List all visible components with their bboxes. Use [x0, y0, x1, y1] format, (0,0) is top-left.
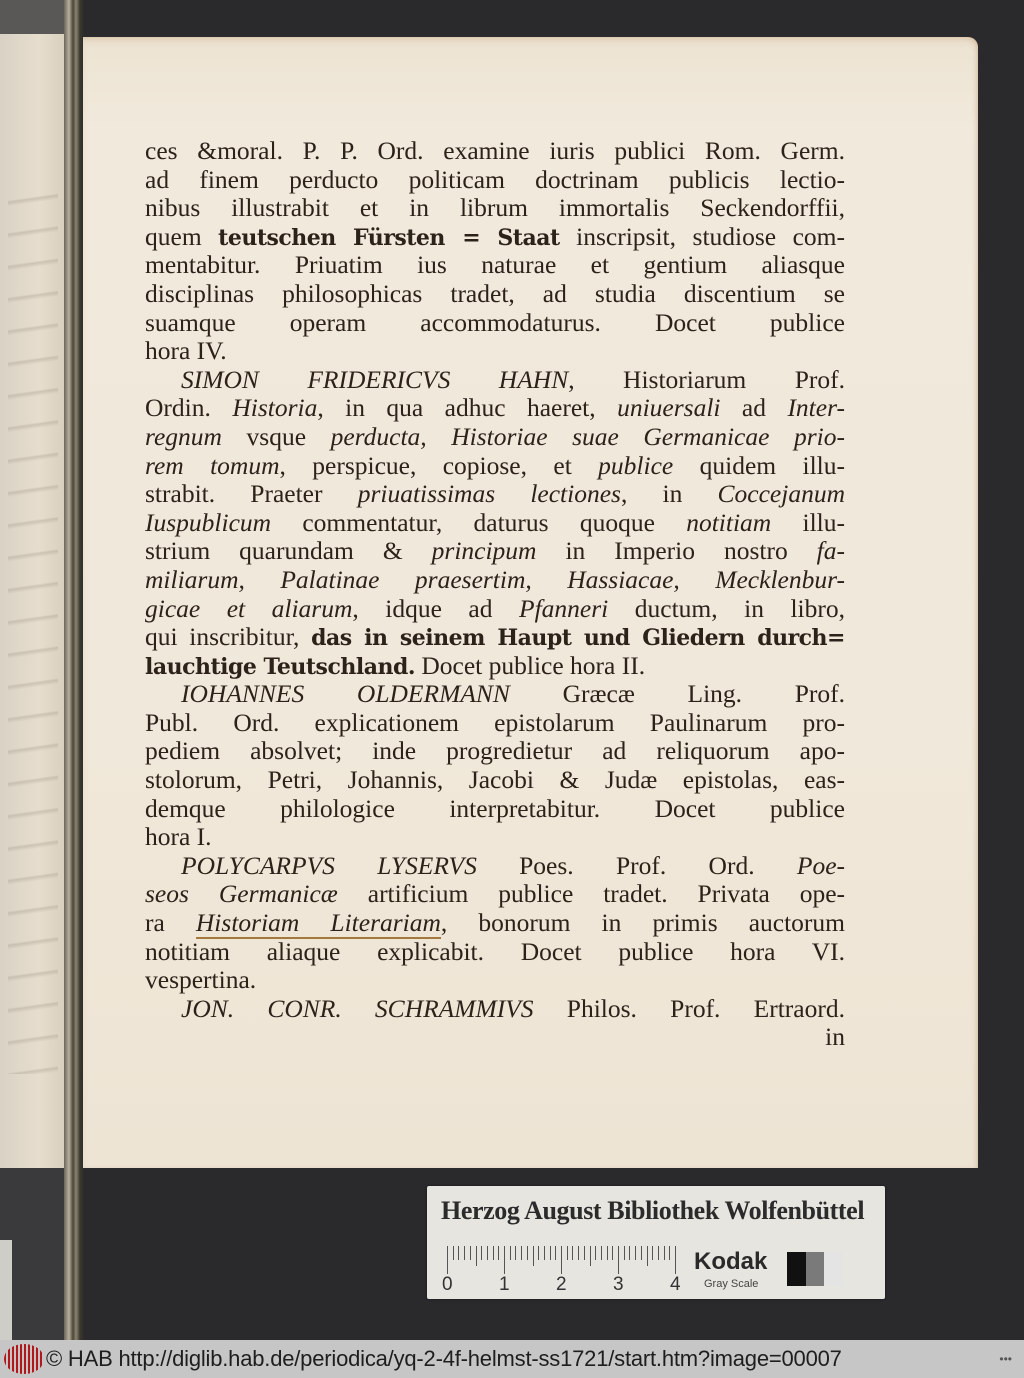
copyright-url[interactable]: © HAB http://diglib.hab.de/periodica/yq-2-4f-helmst-ss1721/start.htm?image=00007 — [46, 1346, 842, 1371]
text-segment: regnum — [145, 421, 222, 451]
ruler-tick — [652, 1246, 653, 1260]
text-segment: , idque ad — [352, 593, 519, 623]
ruler-tick — [515, 1246, 516, 1260]
text-line — [145, 938, 845, 967]
ruler-tick — [493, 1246, 494, 1260]
text-segment: strabit. Praeter — [145, 479, 358, 509]
kodak-brand: Kodak — [694, 1248, 768, 1275]
text-segment: Græcæ Ling. Prof. — [509, 679, 845, 709]
ruler-tick — [481, 1246, 482, 1260]
previous-page-paper-edge — [0, 1240, 12, 1340]
text-segment: ra — [145, 908, 196, 938]
text-segment: Ordin. — [145, 393, 233, 423]
text-line — [145, 795, 845, 824]
text-line — [145, 652, 845, 681]
text-segment: priuatissimas lectiones — [357, 479, 621, 509]
text-segment: notitiam — [686, 507, 772, 537]
ruler-tick — [584, 1246, 585, 1260]
text-segment: hora IV. — [145, 336, 227, 366]
ruler-tick — [504, 1246, 505, 1274]
text-segment: ad — [720, 393, 788, 423]
text-segment: Poes. Prof. Ord. — [476, 850, 797, 880]
ruler-tick — [470, 1246, 471, 1260]
text-segment: publice — [598, 450, 674, 480]
ruler-tick — [635, 1246, 636, 1260]
text-segment: , Historiarum Prof. — [568, 364, 845, 394]
ruler-number: 3 — [613, 1274, 624, 1295]
ruler-tick — [464, 1246, 465, 1260]
text-segment: ad finem perducto politicam doctrinam publicis lectio- — [145, 164, 845, 194]
text-segment: quem — [145, 221, 219, 251]
text-segment: POLYCARPVS LYSERVS — [181, 850, 477, 880]
text-segment: pediem absolvet; inde progredietur ad reliquorum apo- — [145, 736, 845, 766]
text-segment: Docet publice hora II. — [414, 650, 646, 680]
text-segment: perducta, Historiae suae Germanicae prio- — [330, 421, 845, 451]
ruler-tick — [538, 1246, 539, 1260]
text-segment: commentatur, daturus quoque — [271, 507, 687, 537]
text-segment: inscripsit, studiose com- — [559, 221, 846, 251]
text-line — [145, 223, 845, 252]
text-line — [145, 309, 845, 338]
text-segment: fa- — [816, 536, 845, 566]
text-line — [145, 137, 845, 166]
text-line — [145, 880, 845, 909]
ruler-tick — [550, 1246, 551, 1260]
text-line — [145, 595, 845, 624]
gray-patch — [787, 1252, 806, 1286]
text-segment: Coccejanum — [717, 479, 845, 509]
text-segment: Inter- — [787, 393, 845, 423]
ruler-tick — [607, 1246, 608, 1260]
text-line — [145, 480, 845, 509]
text-segment: notitiam aliaque explicabit. Docet publice hora VI. — [145, 936, 845, 966]
text-segment: Publ. Ord. explicationem epistolarum Paulinarum pro- — [145, 707, 845, 737]
text-line — [145, 251, 845, 280]
gray-scale-caption: Gray Scale — [704, 1278, 759, 1290]
text-segment: mentabitur. Priuatim ius naturae et gentium aliasque — [145, 250, 845, 280]
text-segment: ces &moral. P. P. Ord. examine iuris publici Rom. Germ. — [145, 136, 845, 165]
ruler-tick — [561, 1246, 562, 1274]
hab-logo-icon — [4, 1344, 44, 1374]
text-segment: Poe- — [796, 850, 846, 880]
text-segment: in — [825, 1022, 845, 1052]
text-segment: gicae et aliarum — [145, 593, 353, 623]
ruler-tick — [453, 1246, 454, 1260]
ruler-tick — [578, 1246, 579, 1260]
text-line — [145, 537, 845, 566]
ruler-tick — [567, 1246, 568, 1260]
text-segment: qui inscribitur, — [145, 622, 312, 652]
text-line — [145, 366, 845, 395]
document-page — [83, 37, 978, 1168]
text-line — [145, 623, 845, 652]
ruler-tick — [476, 1246, 477, 1266]
text-segment: IOHANNES OLDERMANN — [181, 679, 510, 709]
ruler-tick — [675, 1246, 676, 1274]
page-text — [145, 137, 845, 1052]
text-segment: teutschen Fürsten = Staat — [218, 224, 560, 251]
ruler-number: 0 — [442, 1274, 453, 1295]
text-segment: disciplinas philosophicas tradet, ad studia discentium se — [145, 278, 845, 308]
ruler-tick — [664, 1246, 665, 1260]
text-segment: uniuersali — [617, 393, 721, 423]
text-segment: nibus illustrabit et in librum immortalis Seckendorffii, — [145, 193, 845, 223]
gray-patch — [806, 1252, 825, 1286]
footer-bar — [0, 1340, 1024, 1378]
text-line — [145, 394, 845, 423]
text-segment: das in seinem Haupt und Gliedern durch= — [311, 625, 845, 652]
more-dots-icon[interactable]: ••• — [999, 1352, 1012, 1366]
ruler-tick — [618, 1246, 619, 1274]
ruler-number: 1 — [499, 1274, 510, 1295]
text-line — [145, 823, 845, 852]
ruler-tick — [647, 1246, 648, 1266]
text-segment: , in — [620, 479, 718, 509]
text-segment: stolorum, Petri, Johannis, Jacobi & Judæ epistolas, eas- — [145, 765, 845, 795]
ruler-tick — [669, 1246, 670, 1260]
text-line — [145, 566, 845, 595]
text-line — [145, 423, 845, 452]
ruler-tick — [601, 1246, 602, 1260]
text-segment: vespertina. — [145, 965, 257, 995]
text-segment: JON. CONR. SCHRAMMIVS — [181, 993, 534, 1023]
book-spine — [64, 0, 84, 1340]
text-segment: illu- — [771, 507, 846, 537]
ruler-tick — [498, 1246, 499, 1260]
text-segment: quidem illu- — [673, 450, 845, 480]
text-segment: lauchtige Teutschland. — [145, 653, 415, 680]
previous-page-edge — [0, 34, 66, 1169]
ruler-tick — [458, 1246, 459, 1260]
ruler-tick — [572, 1246, 573, 1260]
text-segment: Historia — [232, 393, 318, 423]
text-line — [145, 966, 845, 995]
ruler-tick — [521, 1246, 522, 1260]
text-line — [145, 995, 845, 1024]
ruler-scale — [442, 1246, 681, 1295]
text-segment: hora I. — [145, 822, 212, 852]
text-line — [145, 852, 845, 881]
text-segment: , in qua adhuc haeret, — [317, 393, 618, 423]
text-line — [145, 509, 845, 538]
text-line — [145, 280, 845, 309]
text-segment: ductum, in libro, — [608, 593, 845, 623]
text-line — [145, 194, 845, 223]
library-name: Herzog August Bibliothek Wolfenbüttel — [441, 1196, 865, 1225]
ruler-tick — [447, 1246, 448, 1274]
text-segment: Historiam Literariam — [195, 908, 441, 938]
gray-patch — [824, 1252, 843, 1286]
text-line — [145, 337, 845, 366]
text-segment: principum — [431, 536, 537, 566]
text-segment: seos Germanicæ — [145, 879, 338, 909]
ruler-tick — [555, 1246, 556, 1260]
text-segment: miliarum, Palatinae praesertim, Hassiacae, Mecklenbur- — [145, 564, 845, 594]
text-line — [145, 1023, 845, 1052]
text-line — [145, 909, 845, 938]
ruler-tick — [487, 1246, 488, 1260]
ruler-number: 4 — [670, 1274, 681, 1295]
ruler-tick — [641, 1246, 642, 1260]
ruler-number: 2 — [556, 1274, 567, 1295]
text-line — [145, 452, 845, 481]
text-line — [145, 737, 845, 766]
text-segment: Philos. Prof. Ertraord. — [533, 993, 845, 1023]
text-segment: , bonorum in primis auctorum — [440, 908, 845, 938]
ruler-tick — [590, 1246, 591, 1266]
text-segment: strium quarundam & — [145, 536, 432, 566]
library-color-card — [427, 1186, 885, 1299]
ruler-tick — [510, 1246, 511, 1260]
text-line — [145, 766, 845, 795]
ruler-tick — [527, 1246, 528, 1260]
text-line — [145, 680, 845, 709]
ruler-tick — [544, 1246, 545, 1260]
text-segment: , perspicue, copiose, et — [279, 450, 599, 480]
ruler-tick — [658, 1246, 659, 1260]
text-segment: Iuspublicum — [145, 507, 272, 537]
text-line — [145, 709, 845, 738]
text-segment: Pfanneri — [519, 593, 609, 623]
text-segment: artificium publice tradet. Privata ope- — [337, 879, 845, 909]
gray-scale-patches — [787, 1252, 843, 1286]
text-line — [145, 166, 845, 195]
ruler-tick — [533, 1246, 534, 1266]
text-segment: demque philologice interpretabitur. Docet publice — [145, 793, 845, 823]
ruler-tick — [624, 1246, 625, 1260]
text-segment: rem tomum — [145, 450, 280, 480]
text-segment: SIMON FRIDERICVS HAHN — [181, 364, 569, 394]
ruler-tick — [595, 1246, 596, 1260]
ruler-tick — [629, 1246, 630, 1260]
text-segment: in Imperio nostro — [536, 536, 817, 566]
previous-page-corner — [0, 0, 66, 36]
text-segment: vsque — [221, 421, 331, 451]
text-segment: suamque operam accommodaturus. Docet publice — [145, 307, 845, 337]
ruler-tick — [612, 1246, 613, 1260]
